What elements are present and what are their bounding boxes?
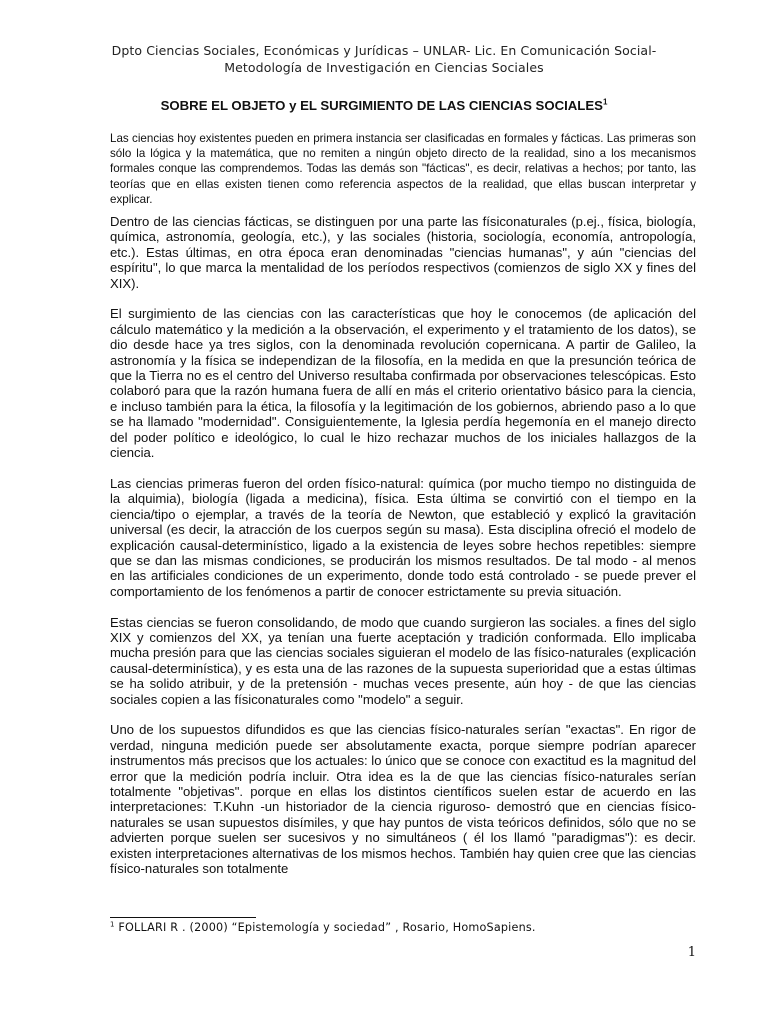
title-footnote-mark: 1 xyxy=(602,97,608,107)
page-number: 1 xyxy=(687,945,696,960)
body-paragraph: Estas ciencias se fueron consolidando, de modo que cuando surgieron las sociales. a fines del siglo XIX y comienzos del XX, ya tenían una fuerte aceptación y tradición conformada. Ello implicaba mucha presión para que las ciencias sociales siguieran el modelo de las físico-naturales (explicación causal-determinística), y es esta una de las razones de la supuesta superioridad que a estas últimas se ha solido atribuir, y de la pretensión - muchas veces presente, aún hoy - de que las ciencias sociales copien a las físiconaturales como "modelo" a seguir. xyxy=(110,614,696,707)
footnote xyxy=(110,921,696,934)
footnote-divider xyxy=(110,917,256,918)
page-header xyxy=(60,42,708,76)
footnote-text: FOLLARI R . (2000) “Epistemología y sociedad” , Rosario, HomoSapiens. xyxy=(114,921,536,934)
document-title xyxy=(60,98,708,113)
header-line-course: Metodología de Investigación en Ciencias Sociales xyxy=(224,60,544,75)
title-text: SOBRE EL OBJETO y EL SURGIMIENTO DE LAS CIENCIAS SOCIALES xyxy=(160,98,603,113)
body-paragraph: Las ciencias primeras fueron del orden físico-natural: química (por mucho tiempo no distinguida de la alquimia), biología (ligada a medicina), física. Esta última se convirtió con el tiempo en la ciencia/tipo o ejemplar, a través de la teoría de Newton, que estableció y explicó la gravitación universal (es decir, la atracción de los cuerpos según su masa). Esta disciplina ofreció el modelo de explicación causal-determinístico, ligado a la existencia de leyes sobre hechos repetibles: siempre que se dan las mismas condiciones, se producirán los mismos resultados. De tal modo - al menos en las artificiales condiciones de un experimento, donde todo está controlado - se puede prever el comportamiento de los fenómenos a partir de conocer estrictamente su previa situación. xyxy=(110,475,696,599)
abstract-paragraph: Las ciencias hoy existentes pueden en primera instancia ser clasificadas en formales y fácticas. Las primeras son sólo la lógica y la matemática, que no remiten a ningún objeto directo de la realidad, sino a los mecanismos formales conque las comprendemos. Todas las demás son "fácticas", es decir, relativas a hechos; por tanto, las teorías que en ellas existen tienen como referencia aspectos de la realidad, que ellas buscan interpretar y explicar. xyxy=(110,132,696,206)
body-paragraph: Dentro de las ciencias fácticas, se distinguen por una parte las físiconaturales (p.ej., física, biología, química, astronomía, geología, etc.), y las sociales (historia, sociología, economía, antropología, etc.). Estas últimas, en otra época eran denominadas "ciencias humanas", y aún "ciencias del espíritu", lo que marca la mentalidad de los períodos respectivos (comienzos de siglo XX y fines del XIX). xyxy=(110,214,696,291)
header-line-institution: Dpto Ciencias Sociales, Económicas y Jurídicas – UNLAR- Lic. En Comunicación Social- xyxy=(111,43,657,58)
body-paragraph: Uno de los supuestos difundidos es que las ciencias físico-naturales serían "exactas". En rigor de verdad, ninguna medición puede ser absolutamente exacta, porque siempre podrían aparecer instrumentos más precisos que los actuales: lo único que se conoce con exactitud es la magnitud del error que la medición podría incluir. Otra idea es la de que las ciencias físico-naturales serían totalmente "objetivas". porque en ellas los distintos científicos suelen estar de acuerdo en las interpretaciones: T.Kuhn -un historiador de la ciencia riguroso- demostró que en ciencias físico-naturales se usan supuestos disímiles, y que hay puntos de vista teóricos definidos, sólo que no se advierten porque suelen ser sucesivos y no simultáneos ( él los llamó "paradigmas"): es decir. existen interpretaciones alternativas de los mismos hechos. También hay quien cree que las ciencias físico-naturales son totalmente xyxy=(110,722,696,876)
body-paragraph: El surgimiento de las ciencias con las características que hoy le conocemos (de aplicación del cálculo matemático y la medición a la observación, el experimento y el tratamiento de los datos), se dio desde hace ya tres siglos, con la denominada revolución copernicana. A partir de Galileo, la astronomía y la física se independizan de la filosofía, en la medida en que la presunción teórica de que la Tierra no es el centro del Universo resultaba confirmada por observaciones telescópicas. Esto colaboró para que la razón humana fuera de allí en más el criterio orientativo básico para la ciencia, e incluso también para la ética, la filosofía y la legitimación de los gobiernos, abriendo paso a lo que se ha llamado "modernidad". Consiguientemente, la Iglesia perdía hegemonía en el manejo directo del poder político e ideológico, lo cual le hizo rechazar muchos de los iniciales hallazgos de la ciencia. xyxy=(110,306,696,461)
body-text xyxy=(110,214,696,892)
footnote-mark: 1 xyxy=(110,920,115,929)
